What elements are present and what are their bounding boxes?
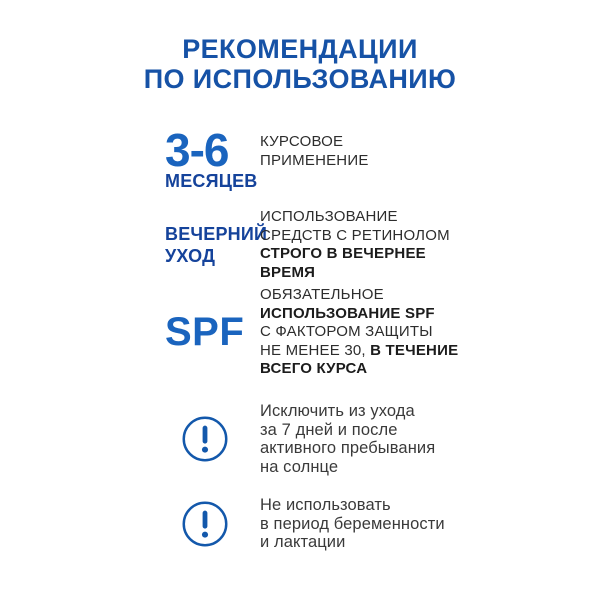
- evening-care-description: [260, 208, 485, 282]
- pregnancy-warning-text: [260, 496, 445, 552]
- description-line-bold: ИСПОЛЬЗОВАНИЕ SPF: [260, 304, 435, 322]
- exclamation-circle-icon: [181, 500, 229, 548]
- warning-line: за 7 дней и после: [260, 420, 398, 439]
- description-line: ИСПОЛЬЗОВАНИЕ: [260, 208, 398, 225]
- section-evening-care: [165, 208, 485, 282]
- section-course-duration: [165, 124, 485, 192]
- description-line: КУРСОВОЕ: [260, 133, 344, 150]
- warning-line: в период беременности: [260, 514, 445, 533]
- page-title: [0, 34, 600, 94]
- page-title-line-1: РЕКОМЕНДАЦИИ: [182, 34, 418, 64]
- page-title-line-2: ПО ИСПОЛЬЗОВАНИЮ: [143, 64, 457, 94]
- description-line-mixed: [260, 342, 458, 361]
- warning-line: Не использовать: [260, 496, 391, 515]
- section-pregnancy-warning: [165, 492, 485, 556]
- description-line-bold: ВСЕГО КУРСА: [260, 360, 368, 377]
- spf-label-col: [165, 310, 260, 355]
- course-duration-label: [165, 124, 260, 192]
- spf-label: SPF: [165, 310, 245, 355]
- description-segment: НЕ МЕНЕЕ 30,: [260, 341, 371, 359]
- section-sun-warning: [165, 400, 485, 478]
- exclamation-circle-icon: [181, 415, 229, 463]
- description-line: ОБЯЗАТЕЛЬНОЕ: [260, 286, 384, 303]
- course-duration-description: [260, 133, 369, 170]
- course-duration-unit: МЕСЯЦЕВ: [165, 171, 258, 191]
- warning-line: активного пребывания: [260, 439, 436, 457]
- description-line: ПРИМЕНЕНИЕ: [260, 151, 369, 169]
- warning-line: и лактации: [260, 533, 346, 552]
- evening-care-label-line-1: ВЕЧЕРНИЙ: [165, 224, 268, 244]
- sun-warning-text: [260, 402, 435, 476]
- section-spf: [165, 286, 485, 379]
- description-segment-bold: В ТЕЧЕНИЕ: [370, 341, 459, 359]
- description-line-bold: СТРОГО В ВЕЧЕРНЕЕ ВРЕМЯ: [260, 245, 426, 281]
- warning-line: Исключить из ухода: [260, 402, 415, 420]
- description-line: С ФАКТОРОМ ЗАЩИТЫ: [260, 323, 433, 340]
- warning-line: на солнце: [260, 457, 339, 476]
- course-duration-value: 3-6: [165, 124, 229, 176]
- sun-warning-icon-col: [165, 415, 260, 463]
- evening-care-label: [165, 223, 268, 267]
- description-line: СРЕДСТВ С РЕТИНОЛОМ: [260, 226, 450, 244]
- spf-description: [260, 286, 458, 379]
- evening-care-label-line-2: УХОД: [165, 246, 216, 266]
- pregnancy-warning-icon-col: [165, 500, 260, 548]
